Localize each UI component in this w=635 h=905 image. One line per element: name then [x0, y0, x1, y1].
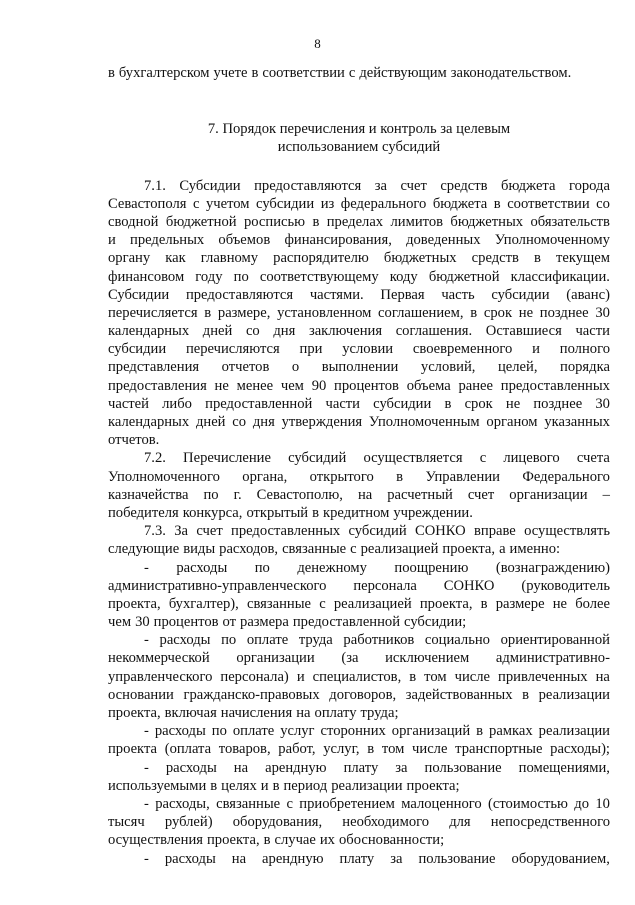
text-line: предоставления не менее чем 90 процентов объема ранее предоставленных [108, 377, 610, 394]
text-line: проекта (оплата товаров, работ, услуг, в том числе транспортные расходы); [108, 741, 610, 758]
text-line: перечисляется в размере, установленном соглашением, в срок не позднее 30 [108, 304, 610, 321]
section-text [108, 177, 610, 868]
text-line: используемыми в целях и в период реализации проекта; [108, 777, 460, 794]
text-line: следующие виды расходов, связанные с реализацией проекта, а именно: [108, 541, 561, 558]
text-line: чем 30 процентов от размера предоставленной субсидии; [108, 614, 467, 631]
text-line: управленческого персонала) и специалистов, в том числе привлеченных на [108, 668, 610, 685]
text-line: проекта, включая начисления на оплату труда; [108, 705, 399, 721]
text-line: некоммерческой организации (за исключением административно- [108, 650, 610, 667]
text-line: основании гражданско-правовых договоров, задействованных в реализации [108, 686, 610, 703]
text-line: сводной бюджетной росписью в пределах лимитов бюджетных обязательств [108, 213, 610, 230]
section-heading-line-2: использованием субсидий [277, 139, 441, 156]
text-line: казначейства по г. Севастополю, на расчетный счет организации – [108, 486, 610, 503]
text-line: - расходы, связанные с приобретением малоценного (стоимостью до 10 [144, 795, 610, 812]
text-line: осуществления проекта, в случае их обоснованности; [108, 832, 445, 849]
text-line: отчетов. [108, 432, 160, 449]
text-line: представления отчетов о выполнении условий, целей, порядка [108, 359, 610, 376]
intro-line: в бухгалтерском учете в соответствии с действующим законодательством. [108, 65, 572, 81]
text-line: - расходы на арендную плату за пользование помещениями, [144, 759, 610, 776]
text-line: частей либо предоставленной части субсидии в срок не позднее 30 [108, 395, 610, 412]
text-line: 7.1. Субсидии предоставляются за счет средств бюджета города [144, 177, 610, 194]
text-line: Субсидии предоставляются частями. Первая часть субсидии (аванс) [108, 286, 610, 303]
text-line: 7.2. Перечисление субсидий осуществляется с лицевого счета [144, 450, 610, 467]
section-heading [108, 120, 610, 156]
document-body [108, 64, 610, 868]
text-line: - расходы на арендную плату за пользование оборудованием, [144, 850, 610, 867]
text-line: административно-управленческого персонала СОНКО (руководитель [108, 577, 610, 594]
text-line: календарных дней со дня заключения соглашения. Оставшиеся части [108, 323, 610, 340]
text-line: Уполномоченного органа, открытого в Управлении Федерального [108, 468, 610, 485]
text-line: - расходы по денежному поощрению (вознаграждению) [144, 559, 610, 576]
text-line: органу как главному распорядителю бюджетных средств в текущем [108, 250, 610, 267]
text-line: субсидии перечисляются при условии своевременного и полного [108, 341, 610, 358]
text-line: финансовом году по соответствующему коду бюджетной классификации. [108, 268, 610, 285]
text-line: календарных дней со дня утверждения Уполномоченным органом указанных [108, 414, 610, 430]
text-line: проекта, бухгалтер), связанные с реализацией проекта, в размере не более [108, 595, 610, 612]
page-number: 8 [314, 36, 321, 51]
text-line: Севастополя с учетом субсидии из федерального бюджета в соответствии со [108, 195, 610, 212]
section-heading-line-1: 7. Порядок перечисления и контроль за целевым [207, 121, 511, 138]
text-line: - расходы по оплате труда работников социально ориентированной [144, 632, 610, 649]
text-line: и предельных объемов финансирования, доведенных Уполномоченному [108, 232, 610, 249]
text-line: - расходы по оплате услуг сторонних организаций в рамках реализации [144, 723, 610, 740]
text-line: победителя конкурса, открытый в кредитном учреждении. [108, 504, 473, 521]
text-line: тысяч рублей) оборудования, необходимого для непосредственного [108, 814, 610, 831]
text-line: 7.3. За счет предоставленных субсидий СОНКО вправе осуществлять [144, 523, 610, 540]
